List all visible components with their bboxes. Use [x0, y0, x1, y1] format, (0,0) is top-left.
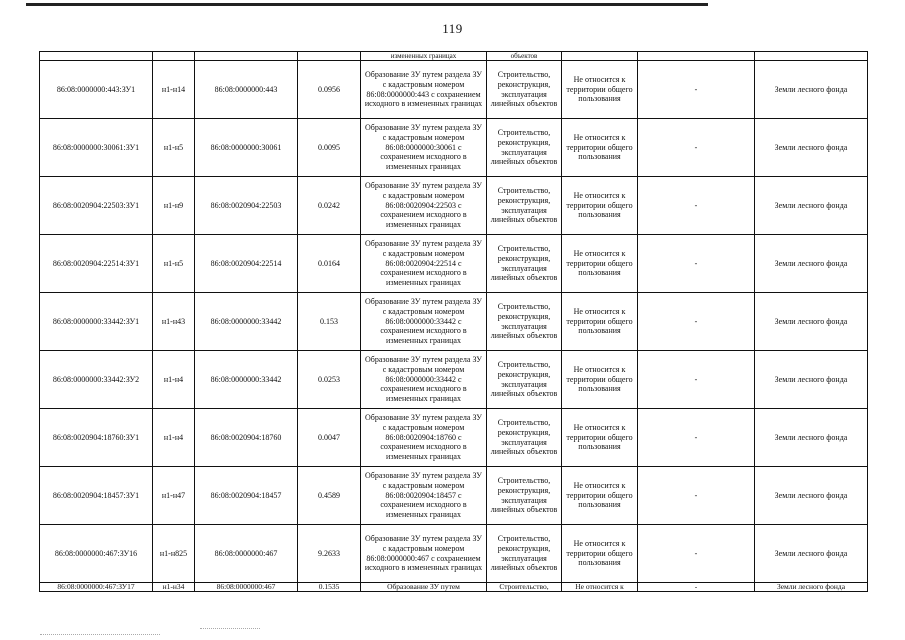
- cell-purpose: Образование ЗУ путем: [361, 583, 487, 592]
- cell-area: 0.153: [298, 293, 361, 351]
- table-row-partial: [40, 583, 868, 592]
- cell-extra: -: [638, 61, 755, 119]
- cell-parcel: 86:08:0020904:18760: [195, 409, 298, 467]
- cell-area: 0.0242: [298, 177, 361, 235]
- cell-extra: -: [638, 409, 755, 467]
- table-row: [40, 235, 868, 293]
- cell-status: Не относится к территории общего пользования: [562, 177, 638, 235]
- cell-id: [40, 52, 153, 61]
- cell-points: н1-н43: [153, 293, 195, 351]
- cell-points: [153, 52, 195, 61]
- cell-area: 0.0253: [298, 351, 361, 409]
- cell-id: 86:08:0000000:443:ЗУ1: [40, 61, 153, 119]
- cell-extra: -: [638, 235, 755, 293]
- cell-extra: [638, 52, 755, 61]
- cell-parcel: 86:08:0000000:33442: [195, 351, 298, 409]
- cell-parcel: 86:08:0020904:18457: [195, 467, 298, 525]
- cell-area: 0.0164: [298, 235, 361, 293]
- cell-use: Строительство,: [487, 583, 562, 592]
- cell-use: Строительство, реконструкция, эксплуатация линейных объектов: [487, 235, 562, 293]
- cell-extra: -: [638, 177, 755, 235]
- cell-parcel: 86:08:0000000:30061: [195, 119, 298, 177]
- cell-status: Не относится к территории общего пользования: [562, 119, 638, 177]
- cell-use: Строительство, реконструкция, эксплуатация линейных объектов: [487, 293, 562, 351]
- cell-parcel: 86:08:0000000:443: [195, 61, 298, 119]
- table-row: [40, 467, 868, 525]
- cell-id: 86:08:0020904:22514:ЗУ1: [40, 235, 153, 293]
- cell-points: н1-н47: [153, 467, 195, 525]
- cell-purpose: Образование ЗУ путем раздела ЗУ с кадастровым номером 86:08:0000000:443 с сохранением исходного в измененных границах: [361, 61, 487, 119]
- cell-area: 0.0047: [298, 409, 361, 467]
- cell-purpose: Образование ЗУ путем раздела ЗУ с кадастровым номером 86:08:0000000:33442 с сохранением исходного в измененных границах: [361, 351, 487, 409]
- table-row: [40, 61, 868, 119]
- cell-parcel: 86:08:0020904:22503: [195, 177, 298, 235]
- cell-extra: -: [638, 525, 755, 583]
- cell-status: [562, 52, 638, 61]
- cell-category: Земли лесного фонда: [755, 177, 868, 235]
- cell-status: Не относится к территории общего пользования: [562, 61, 638, 119]
- cell-points: н1-н4: [153, 351, 195, 409]
- cell-id: 86:08:0020904:18760:ЗУ1: [40, 409, 153, 467]
- cell-area: [298, 52, 361, 61]
- cell-use: Строительство, реконструкция, эксплуатация линейных объектов: [487, 61, 562, 119]
- cell-points: н1-н9: [153, 177, 195, 235]
- cell-use: Строительство, реконструкция, эксплуатация линейных объектов: [487, 467, 562, 525]
- cell-extra: -: [638, 293, 755, 351]
- cell-points: н1-н14: [153, 61, 195, 119]
- cell-use: Строительство, реконструкция, эксплуатация линейных объектов: [487, 119, 562, 177]
- table-body: [40, 52, 868, 592]
- cell-purpose: Образование ЗУ путем раздела ЗУ с кадастровым номером 86:08:0020904:22514 с сохранением исходного в измененных границах: [361, 235, 487, 293]
- table-row: [40, 351, 868, 409]
- cell-purpose: Образование ЗУ путем раздела ЗУ с кадастровым номером 86:08:0020904:22503 с сохранением исходного в измененных границах: [361, 177, 487, 235]
- cell-id: 86:08:0000000:467:ЗУ16: [40, 525, 153, 583]
- continued-row: [40, 52, 868, 61]
- cell-purpose: Образование ЗУ путем раздела ЗУ с кадастровым номером 86:08:0000000:33442 с сохранением исходного в измененных границах: [361, 293, 487, 351]
- cell-area: 0.0956: [298, 61, 361, 119]
- cell-use: Строительство, реконструкция, эксплуатация линейных объектов: [487, 409, 562, 467]
- cell-parcel: [195, 52, 298, 61]
- cell-category: Земли лесного фонда: [755, 351, 868, 409]
- cell-status: Не относится к: [562, 583, 638, 592]
- cell-category: Земли лесного фонда: [755, 119, 868, 177]
- cell-purpose: измененных границах: [361, 52, 487, 61]
- cell-id: 86:08:0000000:33442:ЗУ2: [40, 351, 153, 409]
- cell-category: Земли лесного фонда: [755, 409, 868, 467]
- cell-id: 86:08:0000000:30061:ЗУ1: [40, 119, 153, 177]
- cell-use: Строительство, реконструкция, эксплуатация линейных объектов: [487, 525, 562, 583]
- cell-points: н1-н34: [153, 583, 195, 592]
- cell-extra: -: [638, 467, 755, 525]
- cell-parcel: 86:08:0020904:22514: [195, 235, 298, 293]
- cell-use: объектов: [487, 52, 562, 61]
- cell-points: н1-н825: [153, 525, 195, 583]
- page-number: 119: [442, 21, 463, 36]
- cell-status: Не относится к территории общего пользования: [562, 409, 638, 467]
- cell-status: Не относится к территории общего пользования: [562, 293, 638, 351]
- cell-status: Не относится к территории общего пользования: [562, 467, 638, 525]
- table-row: [40, 409, 868, 467]
- cell-id: 86:08:0000000:33442:ЗУ1: [40, 293, 153, 351]
- cell-parcel: 86:08:0000000:33442: [195, 293, 298, 351]
- cell-area: 0.1535: [298, 583, 361, 592]
- cell-points: н1-н4: [153, 409, 195, 467]
- cell-area: 0.0095: [298, 119, 361, 177]
- cell-use: Строительство, реконструкция, эксплуатация линейных объектов: [487, 177, 562, 235]
- cell-parcel: 86:08:0000000:467: [195, 525, 298, 583]
- scan-mark: [200, 628, 260, 629]
- cell-category: Земли лесного фонда: [755, 61, 868, 119]
- cell-category: [755, 52, 868, 61]
- cell-category: Земли лесного фонда: [755, 583, 868, 592]
- cell-category: Земли лесного фонда: [755, 235, 868, 293]
- cadastre-table: [39, 51, 868, 592]
- cell-status: Не относится к территории общего пользования: [562, 351, 638, 409]
- table-row: [40, 177, 868, 235]
- cell-purpose: Образование ЗУ путем раздела ЗУ с кадастровым номером 86:08:0000000:30061 с сохранением исходного в измененных границах: [361, 119, 487, 177]
- cell-extra: -: [638, 583, 755, 592]
- cell-purpose: Образование ЗУ путем раздела ЗУ с кадастровым номером 86:08:0000000:467 с сохранением исходного в измененных границах: [361, 525, 487, 583]
- cell-area: 0.4589: [298, 467, 361, 525]
- top-rule: [26, 3, 708, 6]
- cell-id: 86:08:0000000:467:ЗУ17: [40, 583, 153, 592]
- cell-id: 86:08:0020904:18457:ЗУ1: [40, 467, 153, 525]
- cell-category: Земли лесного фонда: [755, 525, 868, 583]
- cell-purpose: Образование ЗУ путем раздела ЗУ с кадастровым номером 86:08:0020904:18760 с сохранением исходного в измененных границах: [361, 409, 487, 467]
- cell-area: 9.2633: [298, 525, 361, 583]
- cell-extra: -: [638, 119, 755, 177]
- table-row: [40, 525, 868, 583]
- cell-purpose: Образование ЗУ путем раздела ЗУ с кадастровым номером 86:08:0020904:18457 с сохранением исходного в измененных границах: [361, 467, 487, 525]
- cell-id: 86:08:0020904:22503:ЗУ1: [40, 177, 153, 235]
- cell-points: н1-н5: [153, 119, 195, 177]
- cell-points: н1-н5: [153, 235, 195, 293]
- scan-mark: [40, 634, 160, 635]
- cell-status: Не относится к территории общего пользования: [562, 235, 638, 293]
- cell-category: Земли лесного фонда: [755, 293, 868, 351]
- cell-parcel: 86:08:0000000:467: [195, 583, 298, 592]
- table-row: [40, 293, 868, 351]
- cell-extra: -: [638, 351, 755, 409]
- cell-status: Не относится к территории общего пользования: [562, 525, 638, 583]
- cell-category: Земли лесного фонда: [755, 467, 868, 525]
- table-row: [40, 119, 868, 177]
- cell-use: Строительство, реконструкция, эксплуатация линейных объектов: [487, 351, 562, 409]
